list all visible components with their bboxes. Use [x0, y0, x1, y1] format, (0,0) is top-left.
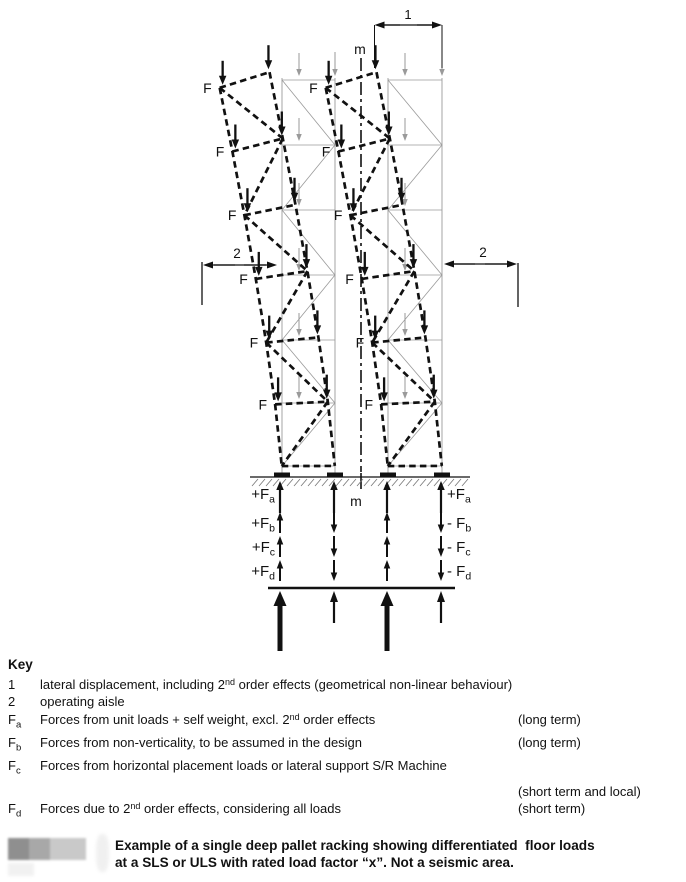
pallet-load-label: F [249, 334, 259, 351]
label-part: +F [251, 539, 270, 556]
pallet-load-label: F [321, 143, 331, 160]
arrowhead [277, 512, 284, 521]
redacted-mark [8, 863, 34, 876]
force-label-right-d [447, 563, 471, 583]
arrowhead [255, 267, 263, 276]
stroke [399, 479, 405, 486]
stroke [252, 479, 258, 486]
key-description [40, 783, 518, 801]
force-labels-left [251, 486, 275, 583]
aisle-dimension-right [444, 245, 518, 307]
key-symbol: $F_a$ [8, 711, 22, 731]
pallet-load-label: F [258, 396, 268, 413]
key-row [0, 676, 686, 694]
key-symbol-subscript: b [15, 742, 22, 754]
pallet-load-label: F [309, 79, 318, 96]
floor-reaction-arrows [268, 588, 455, 651]
base-plates [274, 473, 450, 477]
arrowhead [265, 60, 273, 69]
arrowhead [296, 69, 302, 76]
arrowhead [384, 536, 391, 545]
stroke [462, 479, 468, 486]
label-part: d [269, 570, 275, 583]
caption-line: at a SLS or ULS with rated load factor “x”. Not a seismic area. [115, 855, 514, 870]
arrowhead [372, 60, 380, 69]
arrowhead [338, 140, 346, 149]
stroke [427, 479, 433, 486]
superscript: nd [225, 676, 236, 687]
stroke [413, 479, 419, 486]
superscript: nd [289, 711, 300, 722]
pallet-load-label: F [345, 270, 354, 287]
pallet-load-label: F [215, 143, 225, 160]
arrowhead [444, 261, 454, 268]
stroke [372, 271, 414, 343]
stroke [455, 479, 461, 486]
base-plate [434, 473, 450, 477]
key-title: Key [8, 657, 33, 672]
arrowhead [402, 134, 408, 141]
pallet-load-label: F [203, 79, 212, 96]
stroke [294, 479, 300, 486]
key-symbol [0, 783, 40, 801]
arrowhead [331, 549, 338, 558]
stroke [282, 402, 328, 466]
arrowhead [277, 560, 284, 569]
key-symbol: $F_d$ [8, 801, 22, 820]
base-plate [274, 473, 290, 477]
arrowhead [507, 261, 517, 268]
arrowhead [421, 325, 429, 334]
arrowhead [384, 512, 391, 521]
stroke [301, 479, 307, 486]
label-part: - F [447, 539, 466, 556]
faded-load-arrows-left [296, 52, 338, 399]
arrowhead [277, 536, 284, 545]
label-part: +F [251, 486, 270, 503]
centerline-bottom-label: m [350, 493, 362, 509]
stroke [220, 72, 270, 88]
figure-caption [115, 837, 681, 871]
arrowhead [203, 262, 213, 269]
caption-line: Example of a single deep pallet racking showing differentiated floor loads [115, 838, 595, 853]
key-description: lateral displacement, including 2nd order effects (geometrical non-linear behaviour) [40, 676, 513, 692]
arrowhead [265, 331, 273, 340]
stroke [282, 210, 335, 275]
stroke [273, 479, 279, 486]
deformed-frame-left [220, 72, 335, 466]
key-row [0, 711, 686, 734]
stroke [388, 80, 442, 145]
arrowhead [232, 140, 240, 149]
label-part: d [465, 570, 472, 583]
force-label-right-b [447, 515, 471, 535]
faded-load-arrows-right [402, 52, 445, 399]
arrowhead [331, 525, 338, 534]
key-term [518, 676, 686, 694]
force-label-left-d [251, 563, 275, 583]
arrowhead [244, 203, 252, 212]
arrowhead [384, 560, 391, 569]
key-symbol: $F_b$ [8, 734, 22, 754]
key-description: operating aisle [40, 694, 125, 709]
stroke [336, 479, 342, 486]
stroke [315, 479, 321, 486]
label-part: a [464, 493, 471, 506]
arrowhead [438, 549, 445, 558]
force-labels-right [447, 486, 471, 583]
arrowhead [402, 392, 408, 399]
deformed-frame-right [326, 72, 442, 466]
force-label-right-c [447, 539, 471, 559]
floor-line [250, 477, 470, 486]
stroke [232, 139, 282, 152]
arrowhead [274, 392, 282, 401]
arrowhead [350, 203, 358, 212]
stroke [371, 479, 377, 486]
stroke [287, 479, 293, 486]
label-part: +F [447, 486, 465, 503]
arrowhead [432, 22, 442, 29]
force-label-left-a [251, 486, 275, 506]
arrowhead [438, 525, 445, 534]
dimension-1 [375, 7, 443, 68]
stroke [388, 275, 442, 340]
force-label-left-b [251, 515, 275, 535]
arrowhead [296, 199, 302, 206]
arrowhead [439, 69, 445, 76]
label-part: +F [251, 563, 270, 580]
force-label-left-c [252, 539, 275, 559]
key-description: Forces due to 2nd order effects, considering all loads [40, 801, 341, 817]
stroke [448, 479, 454, 486]
key-symbol: 2 [8, 694, 16, 709]
key-row [0, 783, 686, 801]
stroke [259, 479, 265, 486]
key-term [518, 693, 686, 711]
redacted-figure-number [8, 838, 86, 860]
key-symbol-subscript: a [15, 719, 22, 731]
base-plate [380, 473, 396, 477]
arrowhead [361, 267, 369, 276]
arrowhead [437, 591, 445, 602]
arrowhead [330, 591, 338, 602]
key-row [0, 757, 686, 780]
arrowhead [274, 591, 287, 606]
arrowhead [314, 325, 322, 334]
key-description: Forces from non-verticality, to be assumed in the design [40, 734, 363, 750]
centerline-top-label: m [354, 41, 366, 57]
label-part: c [465, 546, 471, 559]
key-symbol-subscript: d [15, 808, 22, 820]
aisle-dimension-right-label: 2 [479, 245, 487, 260]
stroke [338, 139, 389, 152]
key-term: (short term and local) [518, 783, 641, 799]
label-part: - F [447, 563, 466, 580]
stroke [350, 479, 356, 486]
stroke [378, 479, 384, 486]
force-label-right-a [447, 486, 471, 506]
label-part: c [269, 546, 275, 559]
key-row [0, 734, 686, 757]
stroke [420, 479, 426, 486]
label-part: b [269, 522, 275, 535]
base-plate [327, 473, 343, 477]
key-term: (long term) [518, 734, 581, 750]
pallet-load-label: F [239, 270, 248, 287]
key-rows [0, 676, 686, 824]
stroke [343, 479, 349, 486]
stroke [388, 402, 435, 466]
label-part: +F [251, 515, 270, 532]
key-description: Forces from unit loads + self weight, excl. 2nd order effects [40, 711, 376, 727]
arrowhead [296, 134, 302, 141]
stroke [434, 479, 440, 486]
key-description: Forces from horizontal placement loads or lateral support S/R Machine [40, 757, 447, 773]
stroke [388, 210, 442, 275]
arrowhead [331, 573, 338, 582]
arrowhead [375, 22, 385, 29]
stroke [357, 479, 363, 486]
arrowhead [402, 329, 408, 336]
arrowhead [296, 329, 302, 336]
dimension-1-label: 1 [404, 7, 412, 22]
arrowhead [402, 69, 408, 76]
key-row [0, 800, 686, 823]
pallet-load-label: F [364, 396, 374, 413]
arrowhead [381, 591, 394, 606]
arrowhead [267, 262, 277, 269]
arrowhead [438, 573, 445, 582]
arrowhead [383, 481, 391, 490]
redacted-mark-2 [96, 834, 109, 872]
arrowhead [296, 392, 302, 399]
label-part: b [465, 522, 472, 535]
label-part: - F [447, 515, 466, 532]
key-symbol: $F_c$ [8, 757, 21, 777]
key-term: (long term) [518, 711, 581, 727]
stroke [266, 479, 272, 486]
figure-key [0, 656, 686, 823]
pallet-load-label: F [333, 207, 343, 224]
stroke [322, 479, 328, 486]
label-part: a [269, 493, 275, 506]
key-term: (short term) [518, 801, 586, 817]
stroke [406, 479, 412, 486]
arrowhead [219, 76, 227, 85]
pallet-load-label: F [227, 207, 237, 224]
stroke [392, 479, 398, 486]
arrowhead [371, 331, 379, 340]
key-term [518, 757, 686, 780]
aisle-dimension-left-label: 2 [233, 246, 241, 261]
arrowhead [380, 392, 388, 401]
arrowhead [332, 69, 338, 76]
stroke [364, 479, 370, 486]
key-row [0, 693, 686, 711]
key-symbol-subscript: c [15, 765, 21, 777]
key-symbol: 1 [8, 676, 16, 692]
stroke [308, 479, 314, 486]
pallet-load-label: F [355, 334, 365, 351]
superscript: nd [130, 801, 141, 812]
